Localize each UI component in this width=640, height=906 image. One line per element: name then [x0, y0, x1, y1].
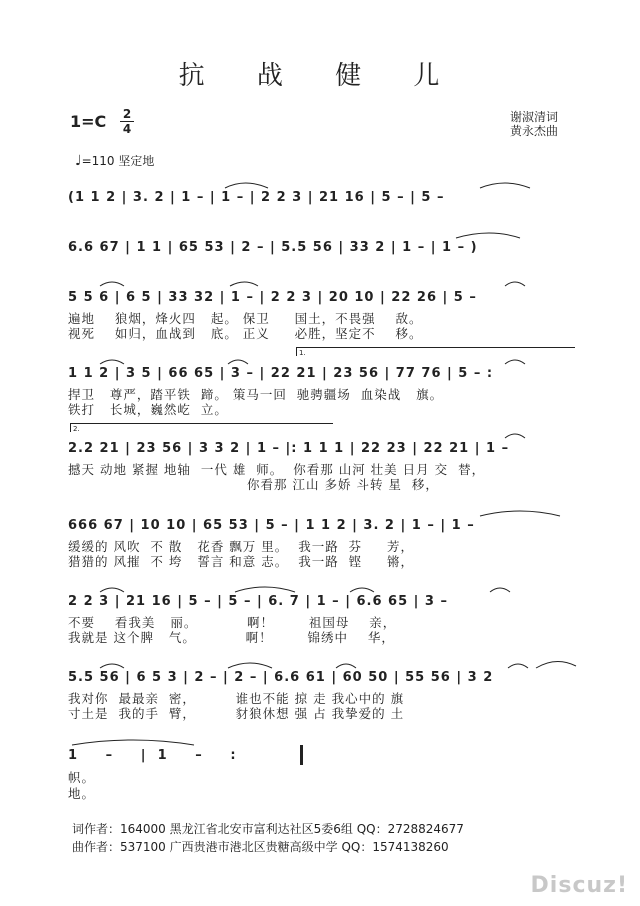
- song-title: 抗 战 健 儿: [178, 61, 462, 91]
- slur: [456, 233, 520, 238]
- time-signature-top: 2: [122, 107, 132, 121]
- slur: [228, 360, 248, 364]
- slur: [228, 663, 272, 668]
- slur: [508, 664, 528, 668]
- slur: [100, 360, 124, 364]
- slur: [100, 282, 124, 286]
- slur: [100, 588, 124, 592]
- slur: [480, 183, 530, 188]
- slur: [100, 664, 124, 668]
- slur: [336, 664, 356, 668]
- notation-line-6: 666 67 | 10 10 | 65 53 | 5 – | 1 1 2 | 3. 2 | 1 – | 1 –: [68, 518, 475, 533]
- lyric-line-7b: 我就是 这个脾 气。 啊！ 锦绣中 华，: [68, 630, 395, 645]
- notation-line-9: 1 – | 1 – :: [68, 748, 237, 763]
- slur: [225, 183, 268, 188]
- key-signature: 1=C: [70, 112, 107, 131]
- quarter-note-icon: ♩: [75, 153, 82, 169]
- slur: [235, 587, 295, 592]
- slur: [505, 282, 525, 286]
- lyric-line-4a: 捍卫 尊严，踏平铁 蹄。 策马一回 驰骋疆场 血染战 旗。: [68, 387, 444, 402]
- slur: [72, 740, 194, 745]
- lyric-line-7a: 不要 看我美 丽。 啊！ 祖国母 亲，: [68, 615, 397, 630]
- composer: 黄永杰曲: [510, 124, 559, 138]
- slur: [480, 511, 560, 516]
- composer-info: 曲作者：537100 广西贵港市港北区贵糖高级中学 QQ：1574138260: [72, 840, 449, 854]
- volta-label: 2.: [73, 425, 80, 433]
- slur: [536, 661, 576, 668]
- lyric-line-5a: 撼天 动地 紧握 地轴 一代 雄 师。 你看那 山河 壮美 日月 交 替，: [68, 462, 486, 477]
- lyricist: 谢淑清词: [510, 110, 559, 124]
- lyric-line-4b: 铁打 长城，巍然屹 立。: [68, 402, 228, 417]
- lyric-line-8a: 我对你 最最亲 密， 谁也不能 掠 走 我心中的 旗: [68, 691, 405, 706]
- notation-line-7: 2 2 3 | 21 16 | 5 – | 5 – | 6. 7 | 1 – | 6.6 65 | 3 –: [68, 594, 448, 609]
- notation-line-8: 5.5 56 | 6 5 3 | 2 – | 2 – | 6.6 61 | 60 50 | 55 56 | 3 2: [68, 670, 494, 685]
- lyric-line-3b: 视死 如归，血战到 底。 正义 必胜，坚定不 移。: [68, 326, 423, 341]
- lyric-line-8b: 寸土是 我的手 臂， 豺狼休想 强 占 我挚爱的 土: [68, 706, 405, 721]
- lyric-line-9a: 帜。: [68, 770, 96, 785]
- lyric-line-6b: 猎猎的 风摧 不 垮 誓言 和意 志。 我一路 铿 锵，: [68, 554, 415, 569]
- notation-line-3: 5 5 6 | 6 5 | 33 32 | 1 – | 2 2 3 | 20 10 | 22 26 | 5 –: [68, 290, 477, 305]
- slur: [490, 588, 510, 592]
- lyric-line-5b: 你看那 江山 多娇 斗转 星 移，: [68, 477, 439, 492]
- watermark-logo: Discuz!: [530, 873, 628, 898]
- notation-line-4: 1 1 2 | 3 5 | 66 65 | 3 – | 22 21 | 23 56 | 77 76 | 5 – :: [68, 366, 494, 381]
- tempo-text: =110 坚定地: [81, 154, 155, 168]
- slur: [350, 588, 374, 592]
- lyric-line-6a: 缓缓的 风吹 不 散 花香 飘万 里。 我一路 芬 芳，: [68, 539, 415, 554]
- slur: [505, 434, 525, 438]
- notation-line-1: (1 1 2 | 3. 2 | 1 – | 1 – | 2 2 3 | 21 16 | 5 – | 5 –: [68, 190, 445, 205]
- time-signature-bottom: 4: [122, 122, 132, 136]
- slur: [505, 360, 525, 364]
- lyric-line-9b: 地。: [68, 786, 96, 801]
- volta-label: 1.: [299, 349, 306, 357]
- notation-line-5: 2.2 21 | 23 56 | 3 3 2 | 1 – |: 1 1 1 | 22 23 | 22 21 | 1 –: [68, 441, 510, 456]
- lyricist-info: 词作者：164000 黑龙江省北安市富利达社区5委6组 QQ：2728824677: [72, 822, 464, 836]
- notation-line-2: 6.6 67 | 1 1 | 65 53 | 2 – | 5.5 56 | 33 2 | 1 – | 1 – ): [68, 240, 478, 255]
- slur: [230, 282, 258, 286]
- lyric-line-3a: 遍地 狼烟，烽火四 起。 保卫 国土，不畏强 敌。: [68, 311, 423, 326]
